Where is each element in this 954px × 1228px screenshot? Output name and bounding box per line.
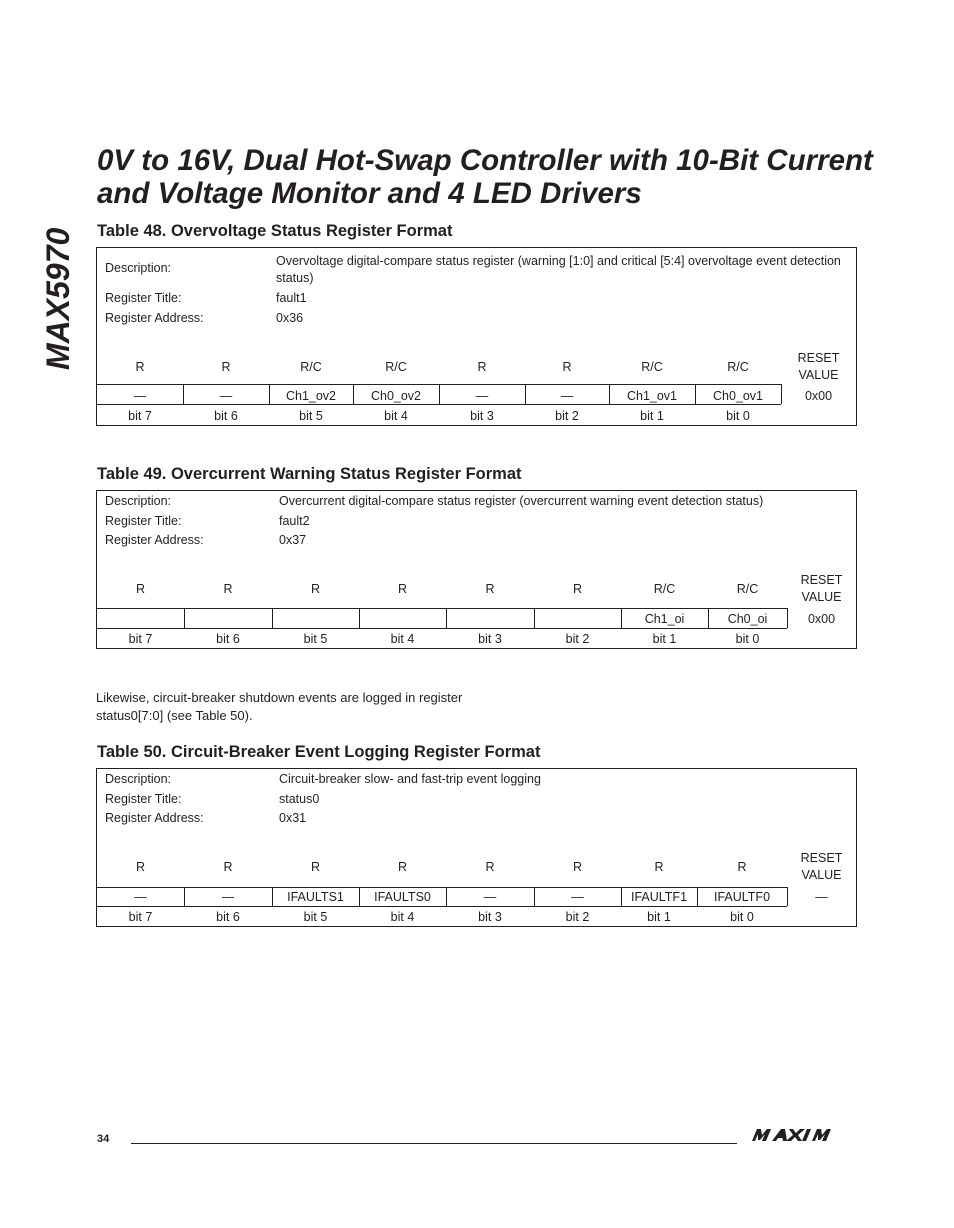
access-cell: R/C [653,582,676,596]
table-caption: Table 48. Overvoltage Status Register Format [97,222,453,240]
access-cell: R [485,582,495,596]
table-caption: Table 50. Circuit-Breaker Event Logging Register Format [97,743,541,761]
access-cell: R [135,360,145,374]
reset-header-line2: VALUE [801,868,842,882]
bit-name-cell: — [560,389,574,403]
bit-number-cell: bit 1 [652,632,677,646]
bit-number-cell: bit 7 [128,632,153,646]
bit-number-cell: bit 2 [565,632,590,646]
bit-name-cell: — [134,890,147,904]
grid-line [184,608,185,628]
register-title-value: fault2 [279,514,310,528]
access-cell: R/C [727,360,749,374]
footer-rule [131,1143,737,1144]
grid-line [97,906,787,907]
grid-line [781,384,782,404]
register-address-value: 0x31 [279,811,307,825]
bit-name-cell: IFAULTS0 [374,890,431,904]
access-cell: R [135,582,146,596]
grid-line [787,608,788,628]
bit-name-cell: Ch1_ov1 [626,389,678,403]
description-value: Overvoltage digital-compare status register (warning [1:0] and critical [5:4] overvoltage event detection status) [276,254,841,285]
bit-name-cell: IFAULTF1 [630,890,688,904]
bit-name-cell: Ch0_ov1 [712,389,764,403]
bit-number-cell: bit 5 [303,910,328,924]
register-table [96,768,857,927]
access-cell: R [572,582,583,596]
table-caption: Table 49. Overcurrent Warning Status Register Format [97,465,522,483]
document-title: 0V to 16V, Dual Hot-Swap Controller with 10-Bit Current and Voltage Monitor and 4 LED Drivers [97,144,873,210]
bit-number-cell: bit 1 [647,910,671,924]
bit-name-cell: — [133,389,147,403]
access-cell: R [223,582,233,596]
bit-name-cell: Ch0_oi [727,612,768,626]
grid-line [787,887,788,906]
grid-line [97,887,787,888]
reset-value: 0x00 [807,612,836,626]
register-address-label: Register Address: [105,533,204,547]
bit-number-cell: bit 4 [390,910,415,924]
bit-name-cell: — [219,389,233,403]
register-title-value: status0 [279,792,320,806]
bit-name-cell: IFAULTS1 [287,890,344,904]
access-cell: R/C [300,360,322,374]
bit-number-cell: bit 2 [565,910,590,924]
register-address-value: 0x36 [276,311,304,325]
bit-number-cell: bit 3 [478,632,502,646]
description-value: Overcurrent digital-compare status register (overcurrent warning event detection status) [279,494,764,508]
reset-header-line1: RESET [800,851,843,865]
register-table [96,247,857,426]
access-cell: R [397,582,408,596]
description-label: Description: [105,494,171,508]
grid-line [534,608,535,628]
page-number: 34 [97,1133,110,1145]
bit-number-cell: bit 5 [299,409,323,423]
side-title: MAX5970 [40,227,76,370]
bit-name-cell: Ch1_oi [644,612,685,626]
bit-number-cell: bit 6 [216,910,240,924]
access-cell: R [397,860,408,874]
access-cell: R/C [641,360,663,374]
bit-name-cell: Ch1_ov2 [285,389,337,403]
bit-number-cell: bit 3 [478,910,502,924]
body-paragraph: Likewise, circuit-breaker shutdown events are logged in register status0[7:0] (see Table 50). [96,690,463,723]
access-cell: R [572,860,583,874]
bit-number-cell: bit 0 [726,409,750,423]
register-title-label: Register Title: [105,514,182,528]
bit-number-cell: bit 1 [640,409,664,423]
access-cell: R [310,582,321,596]
bit-number-cell: bit 0 [730,910,754,924]
register-title-label: Register Title: [105,792,182,806]
description-label: Description: [105,772,171,786]
bit-name-cell: IFAULTF0 [713,890,771,904]
register-address-label: Register Address: [105,811,204,825]
access-cell: R/C [736,582,759,596]
bit-number-cell: bit 4 [390,632,415,646]
description-label: Description: [105,261,171,275]
bit-number-cell: bit 5 [303,632,328,646]
bit-number-cell: bit 6 [214,409,238,423]
bit-number-cell: bit 3 [470,409,494,423]
access-cell: R [485,860,495,874]
bit-number-cell: bit 6 [216,632,240,646]
grid-line [446,608,447,628]
grid-line [97,628,787,629]
access-cell: R [654,860,664,874]
register-address-value: 0x37 [279,533,307,547]
reset-value: 0x00 [804,389,833,403]
bit-number-cell: bit 7 [128,409,152,423]
grid-line [272,608,273,628]
description-value: Circuit-breaker slow- and fast-trip event logging [279,772,541,786]
maxim-logo [748,1126,856,1144]
register-table [96,490,857,649]
bit-number-cell: bit 0 [735,632,760,646]
access-cell: R [477,360,487,374]
access-cell: R/C [385,360,407,374]
access-cell: R [737,860,747,874]
reset-header-line2: VALUE [798,368,839,382]
register-title-value: fault1 [276,291,307,305]
access-cell: R [135,860,146,874]
bit-name-cell: — [483,890,497,904]
bit-name-cell: — [571,890,584,904]
access-cell: R [562,360,572,374]
access-cell: R [221,360,231,374]
grid-line [359,608,360,628]
bit-name-cell: Ch0_ov2 [370,389,422,403]
bit-number-cell: bit 4 [384,409,408,423]
bit-name-cell: — [221,890,235,904]
access-cell: R [310,860,321,874]
bit-name-cell: — [475,389,489,403]
register-title-label: Register Title: [105,291,182,305]
register-address-label: Register Address: [105,311,204,325]
bit-number-cell: bit 2 [555,409,579,423]
reset-header-line1: RESET [797,351,840,365]
reset-header-line2: VALUE [801,590,842,604]
grid-line [97,608,787,609]
bit-number-cell: bit 7 [128,910,153,924]
access-cell: R [223,860,233,874]
reset-header-line1: RESET [800,573,843,587]
reset-value: — [815,890,828,904]
